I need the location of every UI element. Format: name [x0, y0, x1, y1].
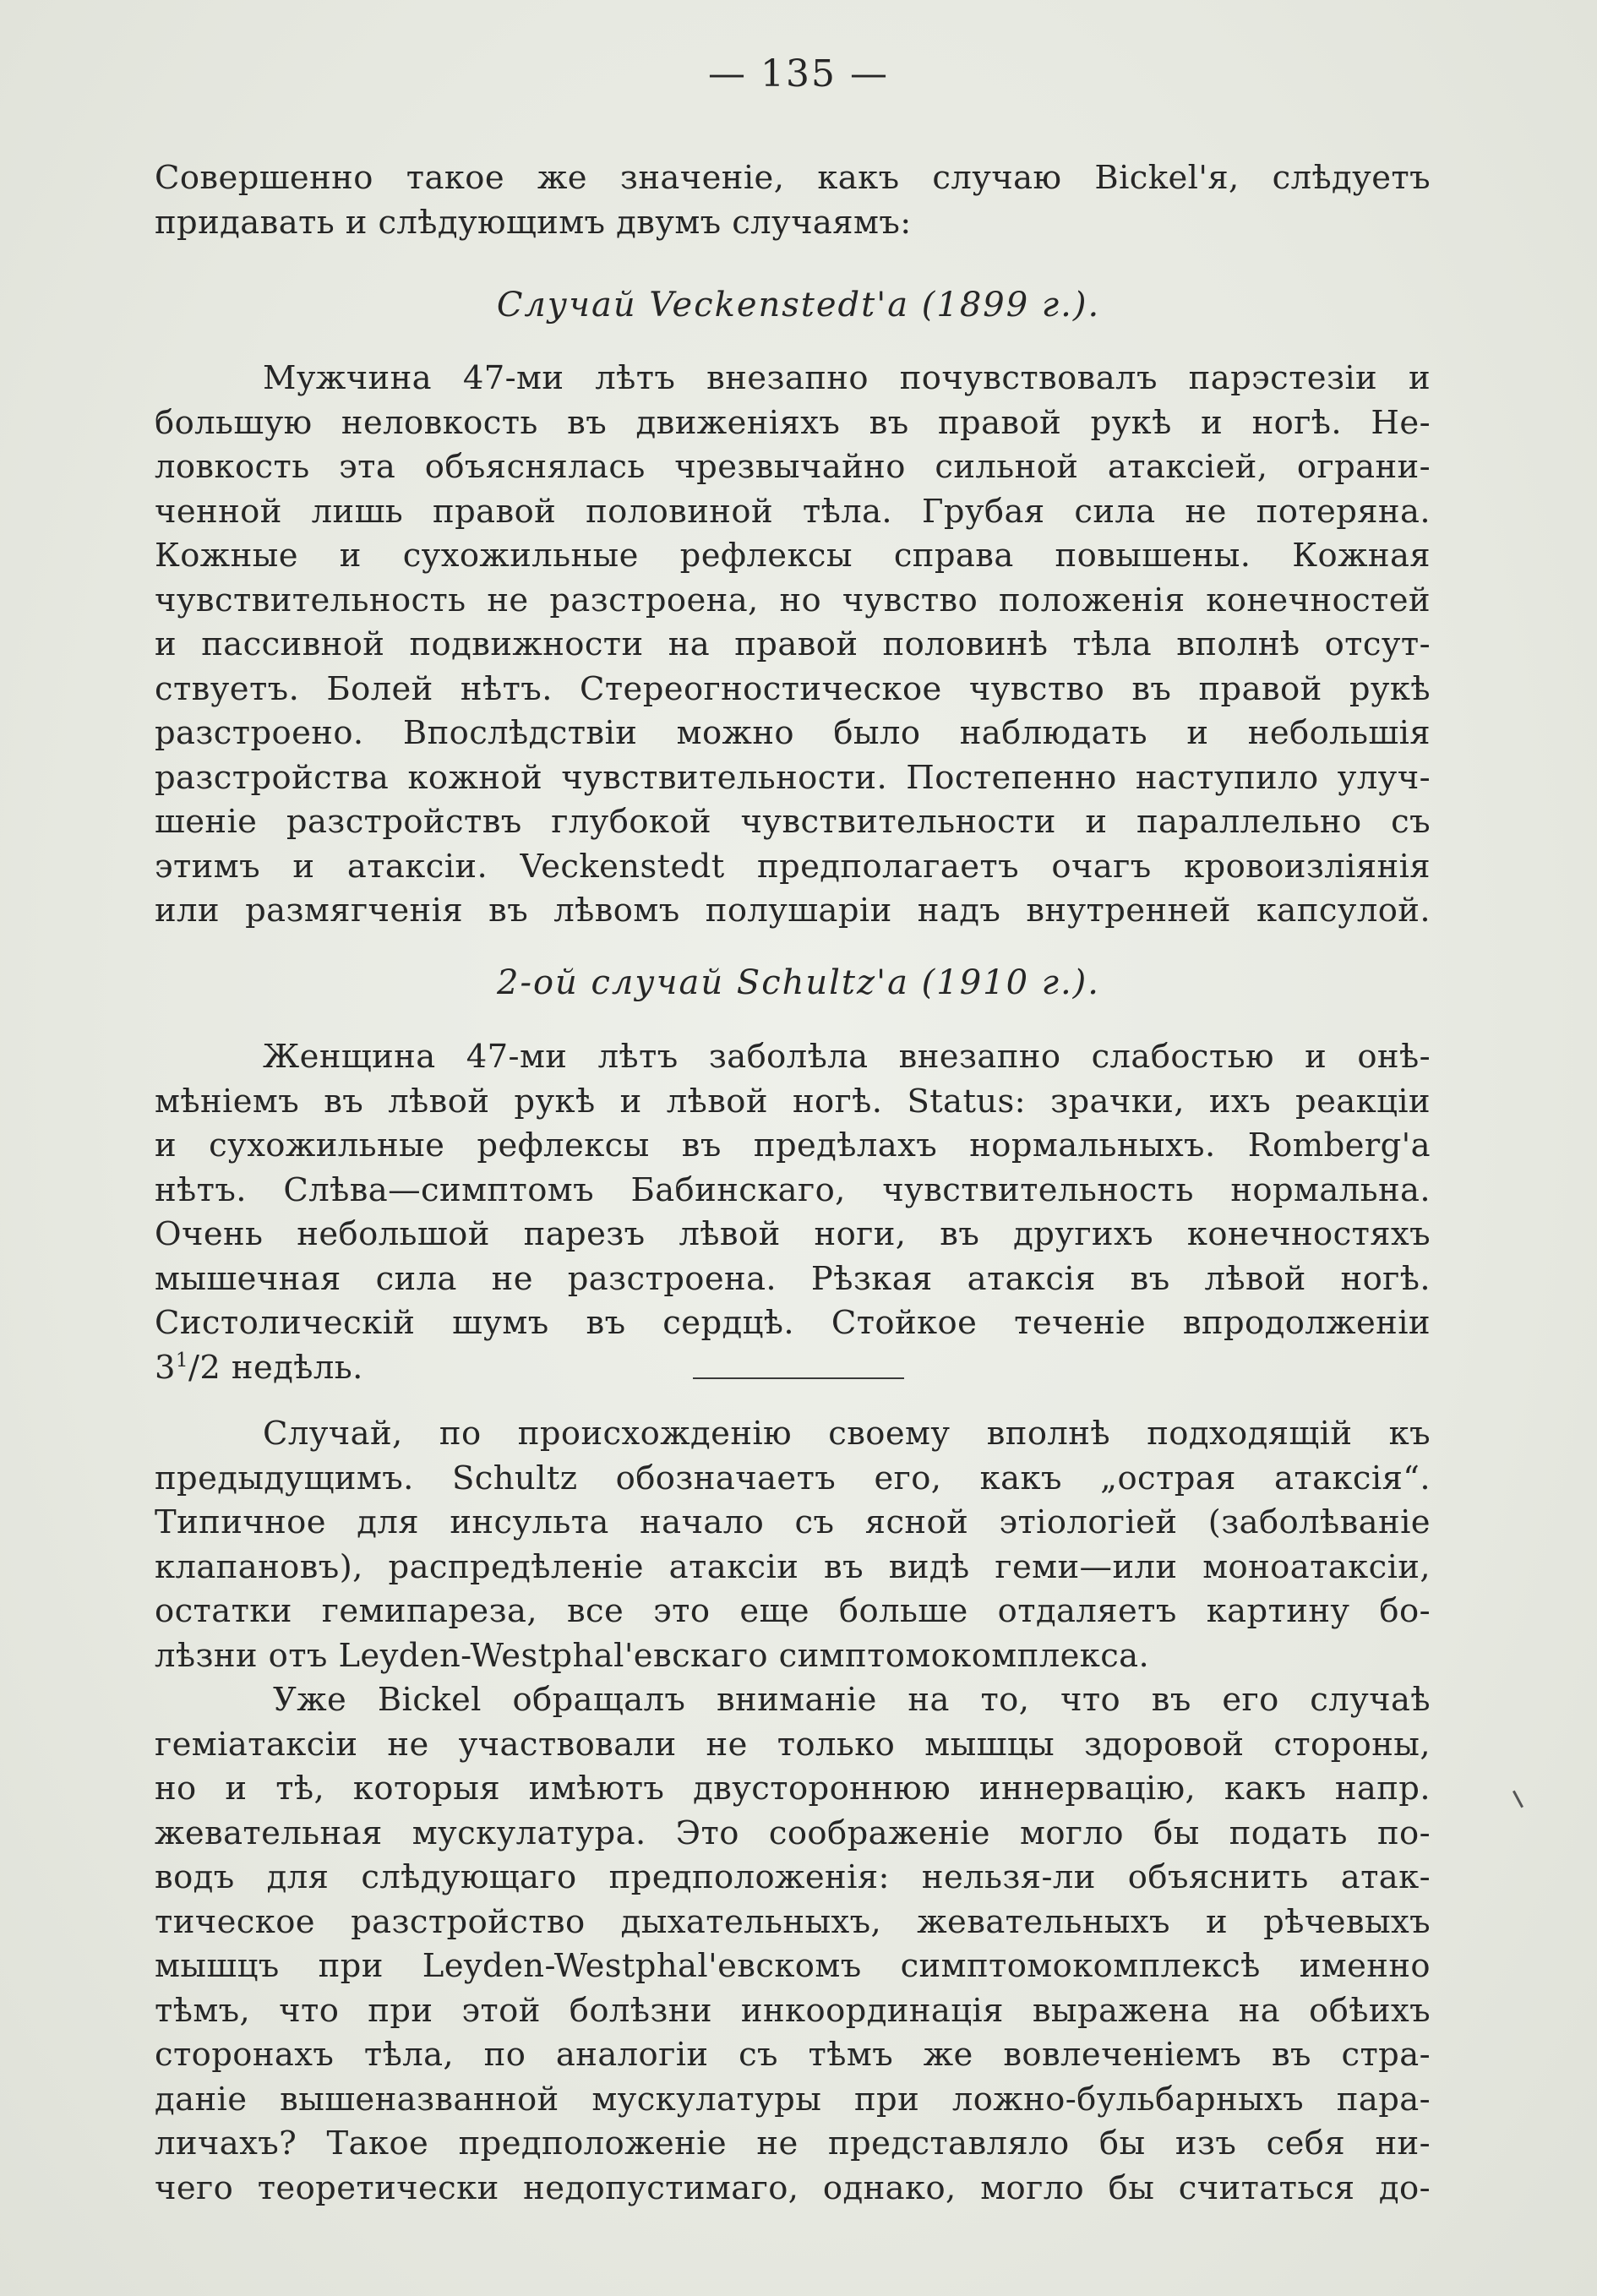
text-line: этимъ и атаксіи. Veckenstedt предполагаетъ очагъ кровоизліянія — [155, 847, 1431, 886]
text-fragment: недѣль. — [221, 1348, 363, 1387]
page-number: — 135 — — [708, 52, 889, 95]
text-line: разстроено. Впослѣдствіи можно было наблюдать и небольшія — [155, 714, 1431, 752]
text-line: или размягченія въ лѣвомъ полушаріи надъ внутренней капсулой. — [155, 892, 1431, 930]
text-line: водъ для слѣдующаго предположенія: нельзя-ли объяснить атак- — [155, 1858, 1431, 1896]
stray-mark — [1513, 1791, 1523, 1808]
text-line: даніе вышеназванной мускулатуры при ложно-бульбарныхъ пара- — [155, 2080, 1431, 2119]
text-line — [155, 1346, 1431, 1391]
section-divider — [693, 1377, 904, 1379]
text-line: клапановъ), распредѣленіе атаксіи въ видѣ геми—или моноатаксіи, — [155, 1547, 1431, 1586]
intro-paragraph — [155, 156, 1431, 245]
text-line: Кожные и сухожильные рефлексы справа повышены. Кожная — [155, 537, 1431, 575]
text-line: личахъ? Такое предположеніе не представляло бы изъ себя ни- — [155, 2124, 1431, 2162]
case2-heading: 2-ой случай Schultz'a (1910 г.). — [497, 963, 1100, 1002]
text-line: тическое разстройство дыхательныхъ, жевательныхъ и рѣчевыхъ — [155, 1902, 1431, 1941]
text-line: остатки гемипареза, все это еще больше отдаляетъ картину бо- — [155, 1592, 1431, 1630]
fraction-numerator: 1 — [175, 1349, 188, 1372]
text-line: чувствительность не разстроена, но чувство положенія конечностей — [155, 581, 1431, 619]
discussion-paragraph-1 — [155, 1412, 1431, 1678]
text-line: ствуетъ. Болей нѣтъ. Стереогностическое чувство въ правой рукѣ — [155, 669, 1431, 708]
text-line: жевательная мускулатура. Это соображеніе могло бы подать по- — [155, 1813, 1431, 1852]
text-line: сторонахъ тѣла, по аналогіи съ тѣмъ же вовлеченіемъ въ стра- — [155, 2036, 1431, 2074]
text-line: Случай, по происхожденію своему вполнѣ подходящій къ — [263, 1415, 1431, 1453]
text-line: тѣмъ, что при этой болѣзни инкоординація выражена на обѣихъ — [155, 1991, 1431, 2030]
text-line: предыдущимъ. Schultz обозначаетъ его, какъ „острая атаксія“. — [155, 1459, 1431, 1497]
text-line: шеніе разстройствъ глубокой чувствительности и параллельно съ — [155, 803, 1431, 841]
text-line: Уже Bickel обращалъ вниманіе на то, что въ его случаѣ — [273, 1681, 1431, 1719]
discussion-paragraph-2 — [155, 1678, 1431, 2211]
text-line: большую неловкость въ движеніяхъ въ правой рукѣ и ногѣ. Не- — [155, 403, 1431, 442]
fraction-whole: 3 — [155, 1348, 176, 1387]
text-line: мѣніемъ въ лѣвой рукѣ и лѣвой ногѣ. Status: зрачки, ихъ реакціи — [155, 1082, 1431, 1121]
text-line: разстройства кожной чувствительности. Постепенно наступило улуч- — [155, 758, 1431, 797]
case1-heading: Случай Veckenstedt'a (1899 г.). — [496, 286, 1101, 324]
text-line: ченной лишь правой половиной тѣла. Грубая сила не потеряна. — [155, 492, 1431, 531]
text-line: лѣзни отъ Leyden-Westphal'евскаго симптомокомплекса. — [155, 1636, 1150, 1675]
text-line: мышечная сила не разстроена. Рѣзкая атаксія въ лѣвой ногѣ. — [155, 1259, 1431, 1298]
text-line: и сухожильные рефлексы въ предѣлахъ нормальныхъ. Romberg'a — [155, 1126, 1431, 1164]
text-line: ловкость эта объяснялась чрезвычайно сильной атаксіей, ограни- — [155, 448, 1431, 486]
text-line: придавать и слѣдующимъ двумъ случаямъ: — [155, 203, 912, 242]
text-line: нѣтъ. Слѣва—симптомъ Бабинскаго, чувствительность нормальна. — [155, 1170, 1431, 1209]
text-line: Очень небольшой парезъ лѣвой ноги, въ другихъ конечностяхъ — [155, 1215, 1431, 1253]
text-line: геміатаксіи не участвовали не только мышцы здоровой стороны, — [155, 1725, 1431, 1764]
case2-paragraph — [155, 1035, 1431, 1390]
fraction-denominator: /2 — [188, 1348, 221, 1387]
text-line: чего теоретически недопустимаго, однако, могло бы считаться до- — [155, 2168, 1431, 2207]
text-line: Женщина 47-ми лѣтъ заболѣла внезапно слабостью и онѣ- — [263, 1038, 1431, 1076]
text-line: Систолическій шумъ въ сердцѣ. Стойкое теченіе впродолженіи — [155, 1304, 1431, 1342]
text-line: Совершенно такое же значеніе, какъ случаю Bickel'я, слѣдуетъ — [155, 159, 1431, 197]
text-line: Типичное для инсульта начало съ ясной этіологіей (заболѣваніе — [155, 1503, 1431, 1541]
case1-paragraph — [155, 357, 1431, 934]
text-line: мышцъ при Leyden-Westphal'евскомъ симптомокомплексѣ именно — [155, 1947, 1431, 1985]
text-line: но и тѣ, которыя имѣютъ двустороннюю иннервацію, какъ напр. — [155, 1770, 1431, 1808]
text-line: и пассивной подвижности на правой половинѣ тѣла вполнѣ отсут- — [155, 625, 1431, 663]
text-line: Мужчина 47-ми лѣтъ внезапно почувствовалъ парэстезіи и — [263, 359, 1431, 397]
